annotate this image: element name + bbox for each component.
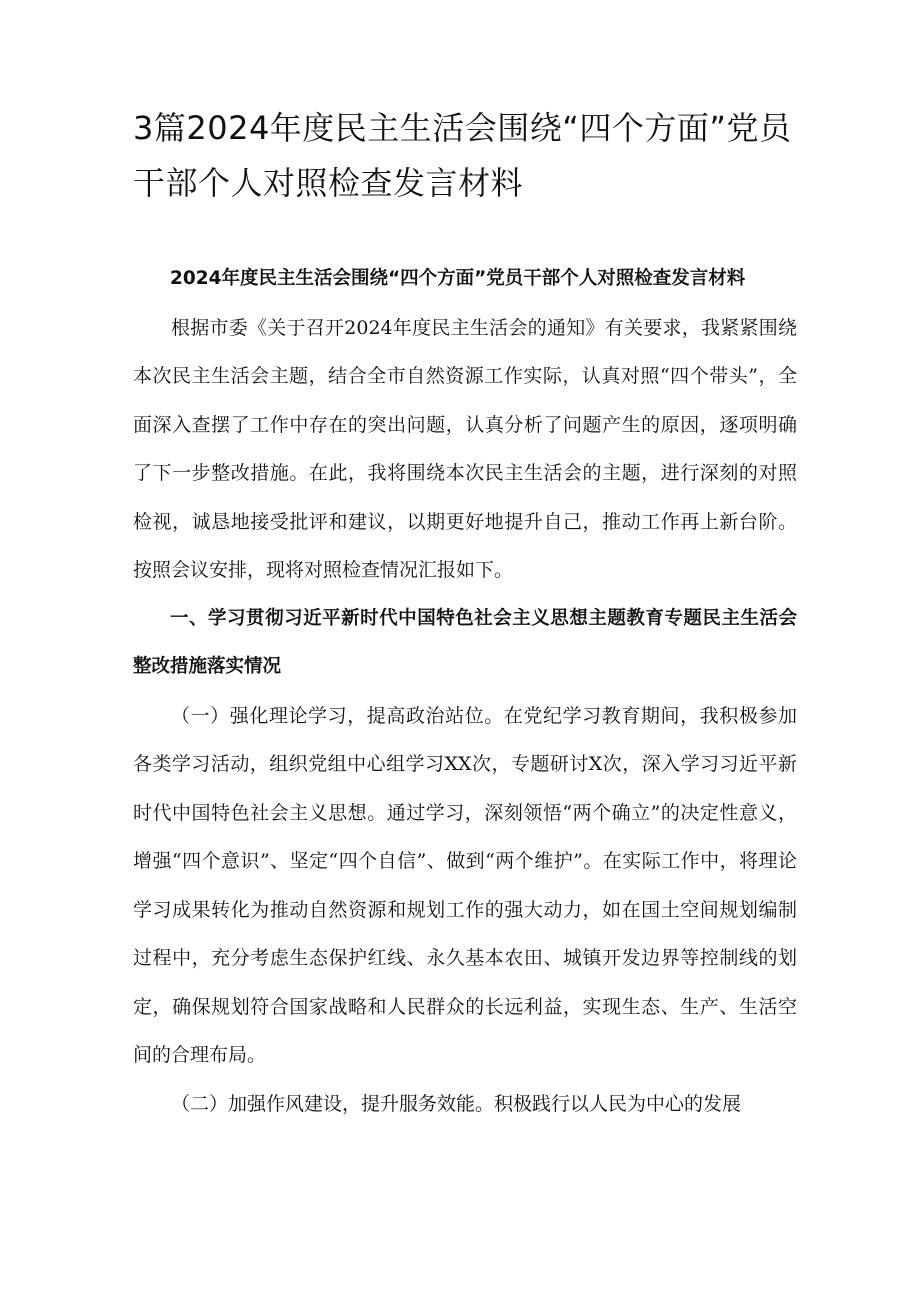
section-paragraph-1: （一）强化理论学习，提高政治站位。在党纪学习教育期间，我积极参加各类学习活动，组织党组中心组学习XX次，专题研讨X次，深入学习习近平新时代中国特色社会主义思想。通过学习，深刻领悟“两个确立”的决定性意义，增强“四个意识”、坚定“四个自信”、做到“两个维护”。在实际工作中，将理论学习成果转化为推动自然资源和规划工作的强大动力，如在国土空间规划编制过程中，充分考虑生态保护红线、永久基本农田、城镇开发边界等控制线的划定，确保规划符合国家战略和人民群众的长远利益，实现生态、生产、生活空间的合理布局。 [133,704,797,1066]
section-heading: 一、学习贯彻习近平新时代中国特色社会主义思想主题教育专题民主生活会整改措施落实情况 [133,607,797,677]
section-paragraph-2: （二）加强作风建设，提升服务效能。积极践行以人民为中心的发展 [171,1092,742,1115]
document-subtitle: 2024年度民主生活会围绕“四个方面”党员干部个人对照检查发言材料 [170,268,746,289]
intro-paragraph: 根据市委《关于召开2024年度民主生活会的通知》有关要求，我紧紧围绕本次民主生活会主题，结合全市自然资源工作实际，认真对照“四个带头”，全面深入查摆了工作中存在的突出问题，认真分析了问题产生的原因，逐项明确了下一步整改措施。在此，我将围绕本次民主生活会的主题，进行深刻的对照检视，诚恳地接受批评和建议，以期更好地提升自己，推动工作再上新台阶。按照会议安排，现将对照检查情况汇报如下。 [133,316,797,581]
document-title: 3篇2024年度民主生活会围绕“四个方面”党员干部个人对照检查发言材料 [133,109,792,202]
document-body [133,255,797,1128]
